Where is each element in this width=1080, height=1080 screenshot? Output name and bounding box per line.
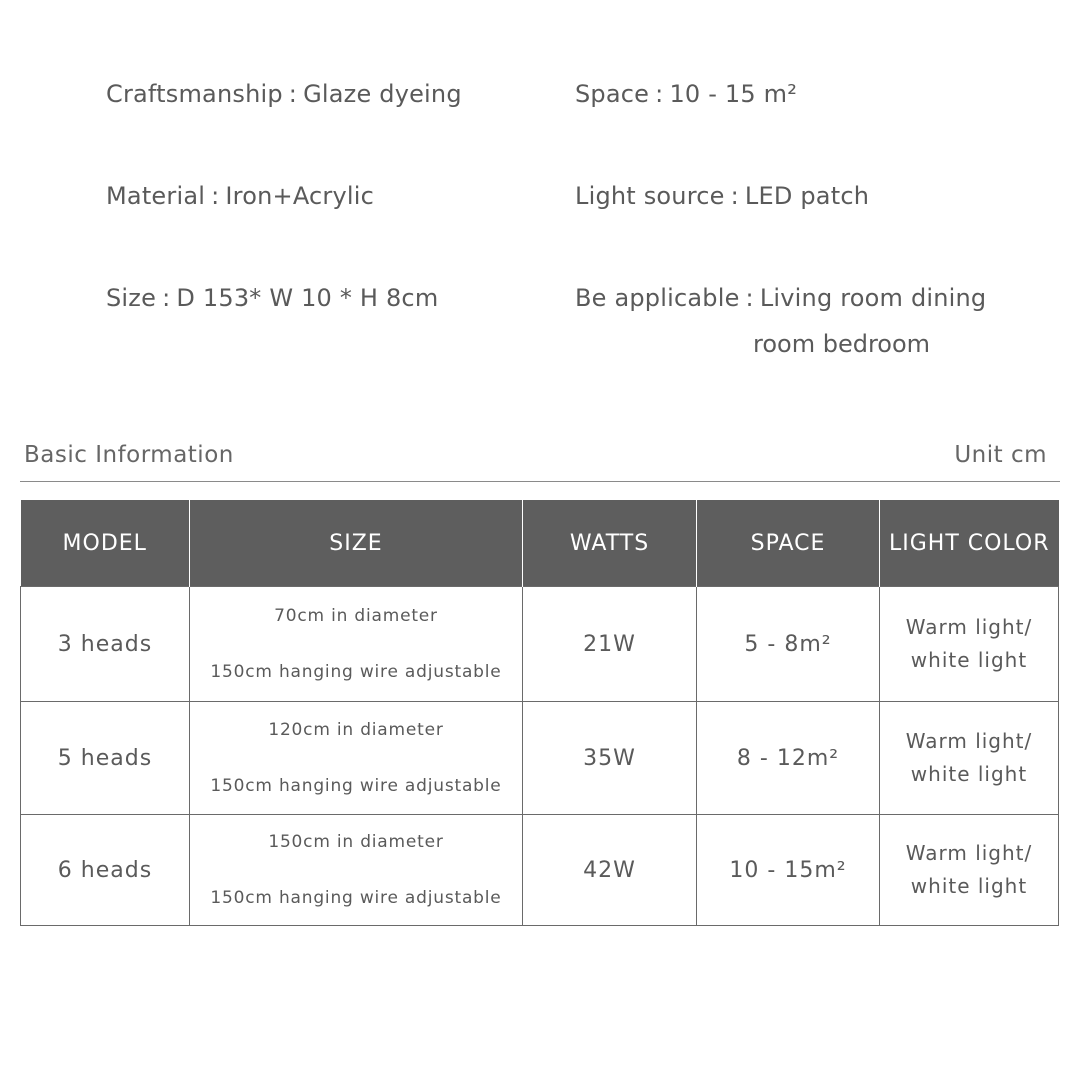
spec-separator: : — [730, 182, 739, 210]
table-row — [21, 587, 1059, 702]
spec-applicable-continued: room bedroom — [753, 330, 931, 358]
spec-value: Living room dining — [759, 284, 987, 312]
cell-size — [190, 815, 523, 926]
spec-separator: : — [162, 284, 171, 312]
spec-applicable — [575, 284, 986, 312]
spec-size — [106, 284, 438, 312]
header-size: SIZE — [190, 500, 523, 587]
spec-label: Be applicable — [575, 284, 740, 312]
header-light-color: LIGHT COLOR — [880, 500, 1059, 587]
cell-model: 6 heads — [21, 815, 190, 926]
header-watts: WATTS — [523, 500, 697, 587]
cell-light-color — [880, 587, 1059, 702]
table-row — [21, 815, 1059, 926]
table-header-row — [21, 500, 1059, 587]
spec-space — [575, 80, 797, 108]
cell-model: 3 heads — [21, 587, 190, 702]
table-row — [21, 702, 1059, 815]
header-space: SPACE — [697, 500, 880, 587]
color-white: white light — [910, 762, 1028, 786]
cell-light-color — [880, 702, 1059, 815]
spec-label: Material — [106, 182, 206, 210]
size-wire: 150cm hanging wire adjustable — [210, 888, 502, 908]
spec-value: Glaze dyeing — [303, 80, 462, 108]
header-model: MODEL — [21, 500, 190, 587]
spec-value: 10 - 15 m² — [669, 80, 798, 108]
cell-size — [190, 587, 523, 702]
spec-label: Space — [575, 80, 650, 108]
spec-value: D 153* W 10 * H 8cm — [176, 284, 439, 312]
spec-separator: : — [288, 80, 298, 108]
cell-space: 8 - 12m² — [697, 702, 880, 815]
spec-label: Craftsmanship — [106, 80, 283, 108]
size-diameter: 70cm in diameter — [274, 606, 438, 626]
size-wire: 150cm hanging wire adjustable — [210, 776, 502, 796]
color-warm: Warm light/ — [905, 615, 1033, 639]
color-white: white light — [910, 648, 1028, 672]
spec-separator: : — [655, 80, 664, 108]
color-white: white light — [910, 874, 1028, 898]
cell-size — [190, 702, 523, 815]
cell-light-color — [880, 815, 1059, 926]
spec-label: Size — [106, 284, 157, 312]
size-diameter: 150cm in diameter — [268, 832, 444, 852]
cell-space: 5 - 8m² — [697, 587, 880, 702]
size-wire: 150cm hanging wire adjustable — [210, 662, 502, 682]
spec-light-source — [575, 182, 869, 210]
spec-value: Iron+Acrylic — [225, 182, 375, 210]
section-title: Basic Information — [24, 442, 234, 468]
cell-model: 5 heads — [21, 702, 190, 815]
color-warm: Warm light/ — [905, 729, 1033, 753]
cell-watts: 42W — [523, 815, 697, 926]
size-diameter: 120cm in diameter — [268, 720, 444, 740]
spec-table — [20, 500, 1059, 926]
cell-watts: 21W — [523, 587, 697, 702]
spec-separator: : — [745, 284, 754, 312]
color-warm: Warm light/ — [905, 841, 1033, 865]
spec-separator: : — [211, 182, 220, 210]
spec-material — [106, 182, 374, 210]
unit-label: Unit cm — [954, 442, 1047, 468]
cell-watts: 35W — [523, 702, 697, 815]
cell-space: 10 - 15m² — [697, 815, 880, 926]
section-divider — [20, 481, 1060, 482]
spec-craftsmanship — [106, 80, 462, 108]
spec-value: LED patch — [744, 182, 870, 210]
spec-label: Light source — [575, 182, 725, 210]
